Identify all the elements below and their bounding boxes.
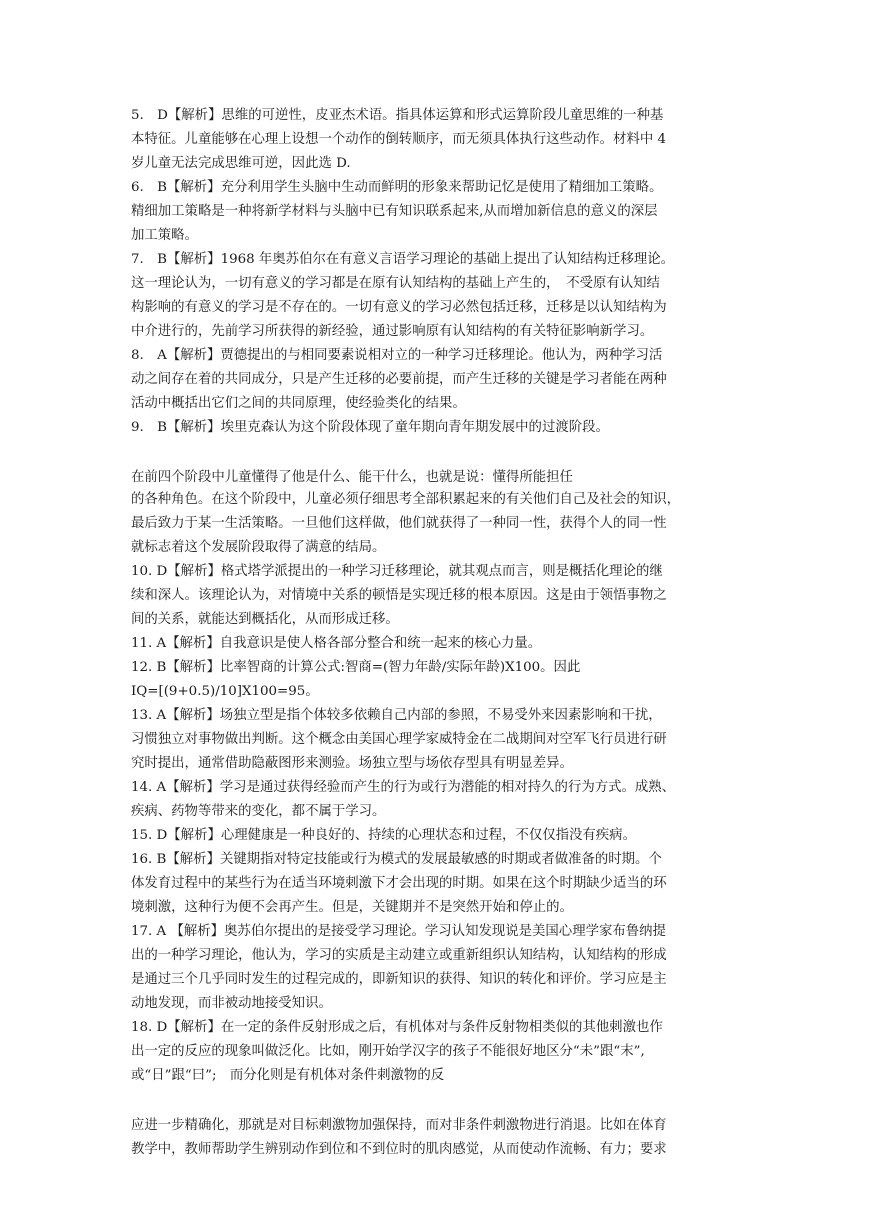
text-line: 在前四个阶段中儿童懂得了他是什么、能干什么，也就是说：懂得所能担任 bbox=[131, 470, 573, 485]
text-line: 17. A 【解析】奥苏伯尔提出的是接受学习理论。学习认知发现说是美国心理学家布鲁纳提 bbox=[131, 924, 666, 939]
text-line: 中介进行的，先前学习所获得的新经验，通过影响原有认知结构的有关特征影响新学习。 bbox=[131, 324, 654, 339]
text-line: 疾病、药物等带来的变化，都不属于学习。 bbox=[131, 804, 386, 819]
text-line: 18. D【解析】在一定的条件反射形成之后，有机体对与条件反射物相类似的其他刺激也作 bbox=[131, 1020, 663, 1035]
text-line: 究时提出，通常借助隐蔽图形来测验。场独立型与场依存型具有明显差异。 bbox=[131, 756, 573, 771]
text-line: 或“日”跟“曰”; 而分化则是有机体对条件刺激物的反 bbox=[131, 1068, 445, 1083]
text-line: 8. A【解析】贾德提出的与相同要素说相对立的一种学习迁移理论。他认为，两种学习活 bbox=[131, 348, 663, 363]
text-line: 习惯独立对事物做出判断。这个概念由美国心理学家威特金在二战期间对空军飞行员进行研 bbox=[131, 732, 667, 747]
text-line: 出一定的反应的现象叫做泛化。比如，刚开始学汉字的孩子不能很好地区分“未”跟“末”, bbox=[131, 1044, 645, 1059]
text-line: 动之间存在着的共同成分，只是产生迁移的必要前提，而产生迁移的关键是学习者能在两种 bbox=[131, 372, 667, 387]
text-line: 本特征。儿童能够在心理上设想一个动作的倒转顺序，而无须具体执行这些动作。材料中 4 bbox=[131, 132, 667, 147]
blank-line bbox=[131, 440, 741, 464]
text-line: 就标志着这个发展阶段取得了满意的结局。 bbox=[131, 540, 386, 555]
blank-line bbox=[131, 1088, 741, 1112]
text-line: 出的一种学习理论，他认为，学习的实质是主动建立或重新组织认知结构，认知结构的形成 bbox=[131, 948, 667, 963]
text-line: 13. A【解析】场独立型是指个体较多依赖自己内部的参照，不易受外来因素影响和干扰， bbox=[131, 708, 662, 723]
text-line: 岁儿童无法完成思维可逆，因此选 D. bbox=[131, 156, 351, 171]
text-line: 15. D【解析】心理健康是一种良好的、持续的心理状态和过程，不仅仅指没有疾病。 bbox=[131, 828, 636, 843]
text-line: IQ=[(9+0.5)/10]X100=95。 bbox=[131, 684, 319, 699]
text-line: 体发育过程中的某些行为在适当环境刺激下才会出现的时期。如果在这个时期缺少适当的环 bbox=[131, 876, 667, 891]
text-line: 动地发现，而非被动地接受知识。 bbox=[131, 996, 332, 1011]
text-line: 这一理论认为，一切有意义的学习都是在原有认知结构的基础上产生的， 不受原有认知结 bbox=[131, 276, 660, 291]
text-line: 教学中，教师帮助学生辨别动作到位和不到位时的肌肉感觉，从而使动作流畅、有力；要求 bbox=[131, 1142, 667, 1157]
text-line: 活动中概括出它们之间的共同原理，使经验类化的结果。 bbox=[131, 396, 466, 411]
text-line: 境刺激，这种行为便不会再产生。但是，关键期并不是突然开始和停止的。 bbox=[131, 900, 573, 915]
text-line: 7. B【解析】1968 年奥苏伯尔在有意义言语学习理论的基础上提出了认知结构迁移理论。 bbox=[131, 252, 675, 267]
text-line: 12. B【解析】比率智商的计算公式:智商=(智力年龄/实际年龄)X100。因此 bbox=[131, 660, 581, 675]
text-line: 10. D【解析】格式塔学派提出的一种学习迁移理论，就其观点而言，则是概括化理论的继 bbox=[131, 564, 663, 579]
text-line: 加工策略。 bbox=[131, 228, 198, 243]
text-line: 11. A【解析】自我意识是使人格各部分整合和统一起来的核心力量。 bbox=[131, 636, 542, 651]
text-line: 间的关系，就能达到概括化，从而形成迁移。 bbox=[131, 612, 399, 627]
text-line: 16. B【解析】关键期指对特定技能或行为模式的发展最敏感的时期或者做准备的时期。个 bbox=[131, 852, 662, 867]
text-line: 精细加工策略是一种将新学材料与头脑中已有知识联系起来,从而增加新信息的意义的深层 bbox=[131, 204, 658, 219]
text-line: 14. A【解析】学习是通过获得经验而产生的行为或行为潜能的相对持久的行为方式。成熟、 bbox=[131, 780, 676, 795]
text-line: 5. D【解析】思维的可逆性，皮亚杰术语。指具体运算和形式运算阶段儿童思维的一种基 bbox=[131, 108, 664, 123]
text-line: 9. B【解析】埃里克森认为这个阶段体现了童年期向青年期发展中的过渡阶段。 bbox=[131, 420, 609, 435]
text-line: 应进一步精确化，那就是对目标刺激物加强保持，而对非条件刺激物进行消退。比如在体育 bbox=[131, 1118, 667, 1133]
text-line: 最后致力于某一生活策略。一旦他们这样做，他们就获得了一种同一性，获得个人的同一性 bbox=[131, 516, 667, 531]
text-line: 6. B【解析】充分利用学生头脑中生动而鲜明的形象来帮助记忆是使用了精细加工策略。 bbox=[131, 180, 663, 195]
text-line: 是通过三个几乎同时发生的过程完成的，即新知识的获得、知识的转化和评价。学习应是主 bbox=[131, 972, 667, 987]
text-line: 续和深人。该理论认为，对情境中关系的顿悟是实现迁移的根本原因。这是由于领悟事物之 bbox=[131, 588, 667, 603]
text-line: 构影响的有意义的学习是不存在的。一切有意义的学习必然包括迁移，迁移是以认知结构为 bbox=[131, 300, 667, 315]
text-line: 的各种角色。在这个阶段中，儿童必须仔细思考全部积累起来的有关他们自己及社会的知识， bbox=[131, 492, 681, 507]
